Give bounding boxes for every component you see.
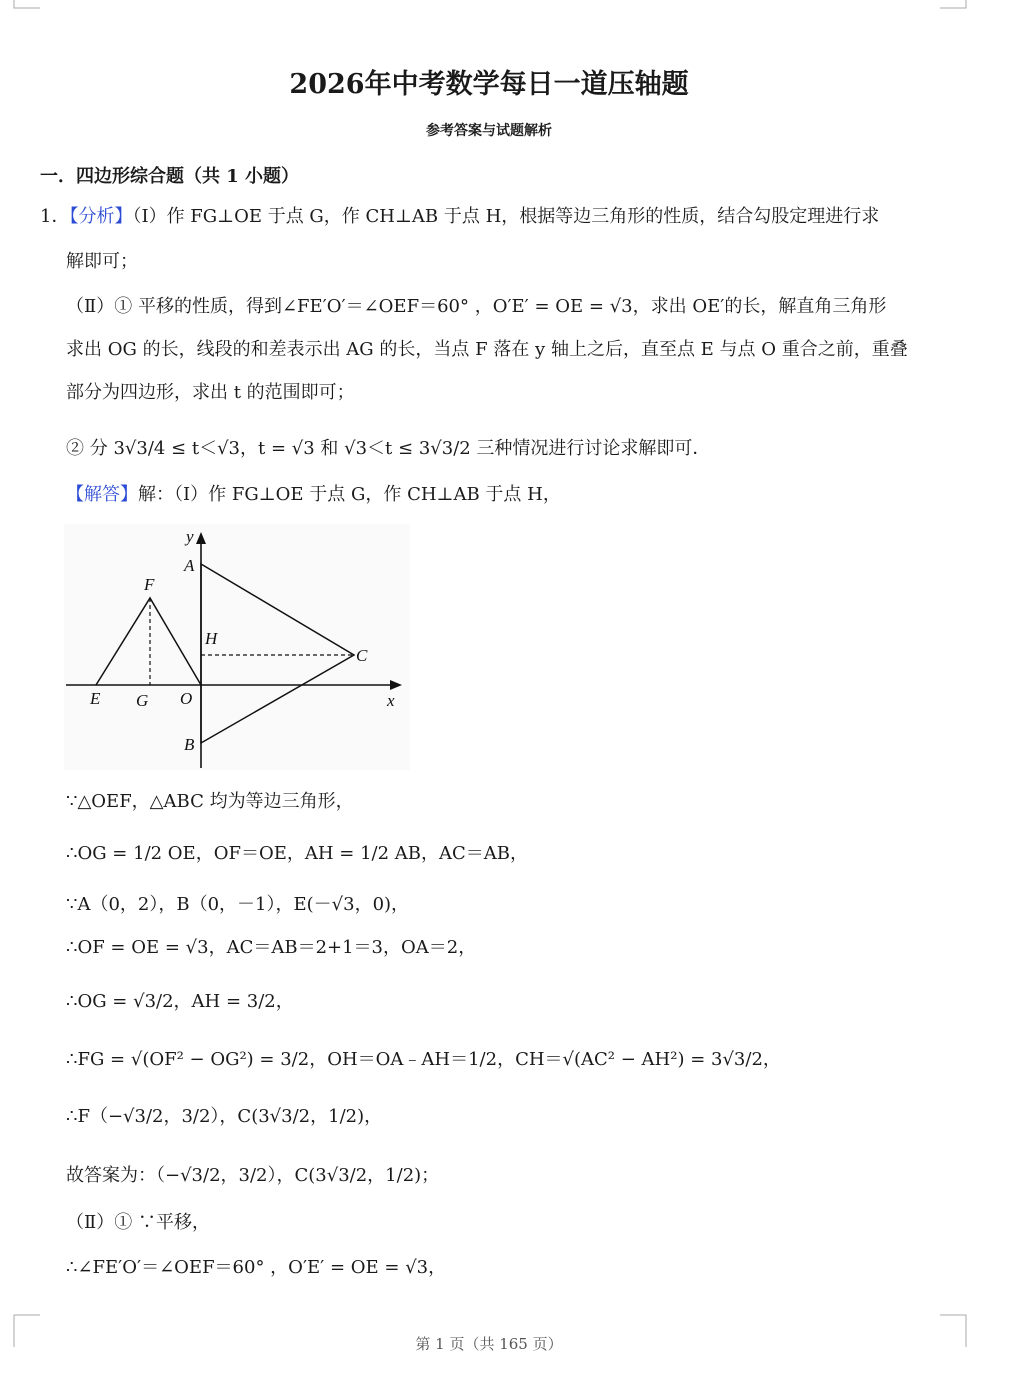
analysis-line-4: 求出 OG 的长，线段的和差表示出 AG 的长，当点 F 落在 y 轴上之后，直至点 E 与点 O 重合之前，重叠 <box>66 339 908 360</box>
step-10: ∴∠FE′O′＝∠OEF＝60° ，O′E′ = OE = √3， <box>66 1257 447 1278</box>
analysis-line-6: ② 分 3√3/4 ≤ t＜√3，t = √3 和 √3＜t ≤ 3√3/2 三种情况进行讨论求解即可． <box>66 438 711 459</box>
page-title: 2026年中考数学每日一道压轴题 <box>289 69 689 100</box>
solution-tag: 【解答】 <box>66 484 138 505</box>
label-o: O <box>180 689 193 708</box>
analysis-line-2: 解即可； <box>66 251 138 272</box>
page-footer: 第 1 页（共 165 页） <box>415 1335 563 1353</box>
solution-intro: 解：（Ⅰ）作 FG⊥OE 于点 G，作 CH⊥AB 于点 H， <box>138 484 561 505</box>
analysis-line-1 <box>40 204 879 230</box>
solution-line-1 <box>66 482 561 508</box>
problem-number: 1． <box>40 206 70 227</box>
step-4: ∴OF = OE = √3，AC＝AB＝2+1＝3，OA＝2， <box>66 937 477 958</box>
label-b: B <box>184 735 195 754</box>
page-subtitle: 参考答案与试题解析 <box>426 123 552 139</box>
step-7: ∴F（−√3/2，3/2），C(3√3/2，1/2)， <box>66 1106 383 1127</box>
step-5: ∴OG = √3/2，AH = 3/2， <box>66 991 294 1012</box>
step-9: （Ⅱ）① ∵平移， <box>66 1212 210 1233</box>
label-c: C <box>356 646 368 665</box>
label-y: y <box>186 527 194 546</box>
step-8: 故答案为：（−√3/2，3/2），C(3√3/2，1/2)； <box>66 1165 440 1186</box>
step-1: ∵△OEF，△ABC 均为等边三角形， <box>66 791 354 812</box>
step-3: ∵A（0，2），B（0，－1），E(－√3，0)， <box>66 894 410 915</box>
corner-mark-top-right <box>940 0 974 34</box>
label-h: H <box>205 629 218 648</box>
analysis-text-1: （Ⅰ）作 FG⊥OE 于点 G，作 CH⊥AB 于点 H，根据等边三角形的性质，结合勾股定理进行求 <box>132 206 880 227</box>
analysis-line-3: （Ⅱ）① 平移的性质，得到∠FE′O′＝∠OEF＝60° ，O′E′ = OE = √3，求出 OE′的长，解直角三角形 <box>66 296 887 317</box>
geometry-figure <box>64 524 410 770</box>
corner-mark-top-left <box>6 0 40 34</box>
step-2: ∴OG = 1/2 OE，OF＝OE，AH = 1/2 AB，AC＝AB， <box>66 843 528 864</box>
label-g: G <box>136 691 149 710</box>
analysis-tag: 【分析】 <box>69 206 133 227</box>
section-heading: 一．四边形综合题（共 1 小题） <box>40 166 300 187</box>
label-e: E <box>90 689 101 708</box>
label-x: x <box>387 691 395 710</box>
label-a: A <box>184 556 195 575</box>
analysis-line-5: 部分为四边形，求出 t 的范围即可； <box>66 382 355 403</box>
step-6: ∴FG = √(OF² − OG²) = 3/2，OH＝OA﹣AH＝1/2，CH＝√(AC² − AH²) = 3√3/2， <box>66 1049 781 1070</box>
label-f: F <box>144 575 155 594</box>
